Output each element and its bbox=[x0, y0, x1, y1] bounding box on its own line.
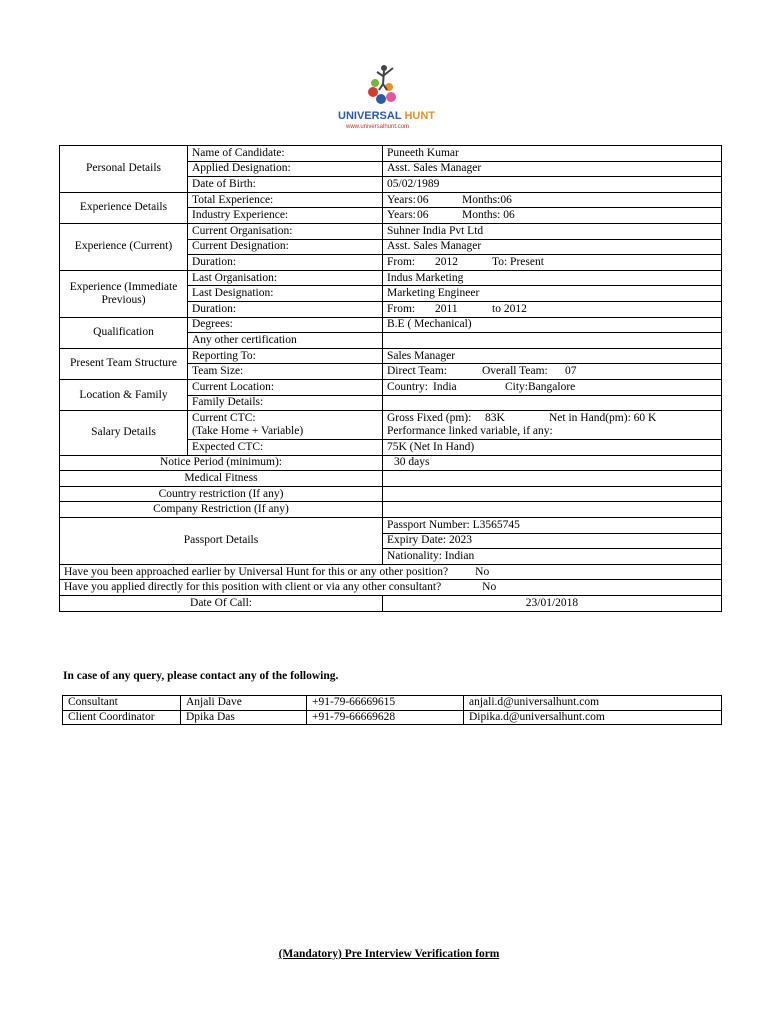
contacts-table bbox=[62, 695, 722, 725]
contact-email[interactable]: Dipika.d@universalhunt.com bbox=[464, 710, 722, 725]
contact-role: Client Coordinator bbox=[63, 710, 181, 725]
performance-variable: Performance linked variable, if any: bbox=[387, 425, 553, 438]
section-previous: Experience (Immediate Previous) bbox=[60, 270, 188, 317]
section-experience: Experience Details bbox=[60, 192, 188, 223]
section-team: Present Team Structure bbox=[60, 348, 188, 379]
from-label: From: bbox=[387, 302, 416, 315]
gross-value: 83K bbox=[485, 412, 505, 425]
value-family bbox=[383, 395, 722, 411]
value-last-desig: Marketing Engineer bbox=[383, 286, 722, 302]
brand-url: www.universalhunt.com bbox=[346, 124, 410, 130]
verification-table bbox=[59, 145, 722, 612]
label-dob: Date of Birth: bbox=[188, 177, 383, 193]
value-expected-ctc: 75K (Net In Hand) bbox=[383, 440, 722, 456]
question-approached bbox=[60, 564, 722, 580]
value-passport-expiry: Expiry Date: 2023 bbox=[383, 533, 722, 549]
value-last-org: Indus Marketing bbox=[383, 270, 722, 286]
value-team-size bbox=[383, 364, 722, 380]
answer-applied: No bbox=[482, 581, 497, 594]
from-value: 2012 bbox=[435, 255, 458, 268]
label-applied-designation: Applied Designation: bbox=[188, 161, 383, 177]
overall-team-value: 07 bbox=[565, 365, 577, 378]
value-reporting: Sales Manager bbox=[383, 348, 722, 364]
label-current-ctc bbox=[188, 411, 383, 440]
from-value: 2011 bbox=[435, 302, 458, 315]
country-value: India bbox=[433, 380, 457, 393]
overall-team-label: Overall Team: bbox=[482, 365, 548, 378]
label-date-of-call: Date Of Call: bbox=[60, 596, 383, 612]
section-salary: Salary Details bbox=[60, 411, 188, 456]
value-notice: 30 days bbox=[383, 455, 722, 471]
value-current-duration bbox=[383, 255, 722, 271]
value-passport-number: Passport Number: L3565745 bbox=[383, 518, 722, 534]
ctc-sublabel: (Take Home + Variable) bbox=[192, 425, 304, 438]
contact-row bbox=[63, 710, 722, 725]
value-total-experience bbox=[383, 192, 722, 208]
label-name: Name of Candidate: bbox=[188, 146, 383, 162]
label-last-org: Last Organisation: bbox=[188, 270, 383, 286]
label-certification: Any other certification bbox=[188, 333, 383, 349]
answer-approached: No bbox=[475, 565, 490, 578]
value-nationality: Nationality: Indian bbox=[383, 549, 722, 565]
years-label: Years: bbox=[387, 193, 416, 206]
contact-phone: +91-79-66669628 bbox=[307, 710, 464, 725]
label-company-restriction: Company Restriction (If any) bbox=[60, 502, 383, 518]
value-last-duration bbox=[383, 301, 722, 317]
value-current-org: Suhner India Pvt Ltd bbox=[383, 223, 722, 239]
question-applied bbox=[60, 580, 722, 596]
query-note: In case of any query, please contact any of the following. bbox=[63, 670, 339, 682]
contact-row bbox=[63, 696, 722, 711]
value-company-restriction bbox=[383, 502, 722, 518]
value-industry-experience bbox=[383, 208, 722, 224]
label-industry-experience: Industry Experience: bbox=[188, 208, 383, 224]
section-current: Experience (Current) bbox=[60, 223, 188, 270]
label-country-restriction: Country restriction (If any) bbox=[60, 486, 383, 502]
label-total-experience: Total Experience: bbox=[188, 192, 383, 208]
brand-name bbox=[338, 110, 435, 122]
label-notice: Notice Period (minimum): bbox=[60, 455, 383, 471]
contact-name: Anjali Dave bbox=[181, 696, 307, 711]
value-medical bbox=[383, 471, 722, 487]
label-current-duration: Duration: bbox=[188, 255, 383, 271]
contact-role: Consultant bbox=[63, 696, 181, 711]
months-value: Months:06 bbox=[462, 193, 512, 206]
label-medical: Medical Fitness bbox=[60, 471, 383, 487]
label-expected-ctc: Expected CTC: bbox=[188, 440, 383, 456]
section-personal: Personal Details bbox=[60, 146, 188, 193]
value-current-desig: Asst. Sales Manager bbox=[383, 239, 722, 255]
ctc-label: Current CTC: bbox=[192, 412, 256, 425]
label-team-size: Team Size: bbox=[188, 364, 383, 380]
question-applied-text: Have you applied directly for this position with client or via any other consultant? bbox=[64, 581, 442, 594]
label-current-location: Current Location: bbox=[188, 379, 383, 395]
direct-team-label: Direct Team: bbox=[387, 365, 447, 378]
value-current-location bbox=[383, 379, 722, 395]
years-value: 06 bbox=[417, 193, 429, 206]
contact-name: Dpika Das bbox=[181, 710, 307, 725]
label-degrees: Degrees: bbox=[188, 317, 383, 333]
value-name: Puneeth Kumar bbox=[383, 146, 722, 162]
country-label: Country: bbox=[387, 380, 428, 393]
value-country-restriction bbox=[383, 486, 722, 502]
city-value: City:Bangalore bbox=[505, 380, 576, 393]
net-in-hand: Net in Hand(pm): 60 K bbox=[549, 412, 657, 425]
value-dob: 05/02/1989 bbox=[383, 177, 722, 193]
contact-phone: +91-79-66669615 bbox=[307, 696, 464, 711]
label-current-desig: Current Designation: bbox=[188, 239, 383, 255]
value-degrees: B.E ( Mechanical) bbox=[383, 317, 722, 333]
section-passport: Passport Details bbox=[60, 518, 383, 565]
years-label: Years: bbox=[387, 209, 416, 222]
form-footer-title: (Mandatory) Pre Interview Verification form bbox=[278, 948, 500, 960]
label-reporting: Reporting To: bbox=[188, 348, 383, 364]
label-current-org: Current Organisation: bbox=[188, 223, 383, 239]
gross-label: Gross Fixed (pm): bbox=[387, 412, 472, 425]
label-family: Family Details: bbox=[188, 395, 383, 411]
label-last-desig: Last Designation: bbox=[188, 286, 383, 302]
value-certification bbox=[383, 333, 722, 349]
years-value: 06 bbox=[417, 209, 429, 222]
to-value: to 2012 bbox=[492, 302, 527, 315]
value-applied-designation: Asst. Sales Manager bbox=[383, 161, 722, 177]
to-value: To: Present bbox=[492, 255, 544, 268]
brand-name-part1: UNIVERSAL bbox=[338, 110, 402, 122]
months-value: Months: 06 bbox=[462, 209, 515, 222]
brand-name-part2: HUNT bbox=[404, 110, 435, 122]
from-label: From: bbox=[387, 255, 416, 268]
value-date-of-call: 23/01/2018 bbox=[383, 596, 722, 612]
section-qualification: Qualification bbox=[60, 317, 188, 348]
value-current-ctc bbox=[383, 411, 722, 440]
question-approached-text: Have you been approached earlier by Universal Hunt for this or any other position? bbox=[64, 565, 449, 578]
label-last-duration: Duration: bbox=[188, 301, 383, 317]
contact-email[interactable]: anjali.d@universalhunt.com bbox=[464, 696, 722, 711]
section-location: Location & Family bbox=[60, 379, 188, 410]
